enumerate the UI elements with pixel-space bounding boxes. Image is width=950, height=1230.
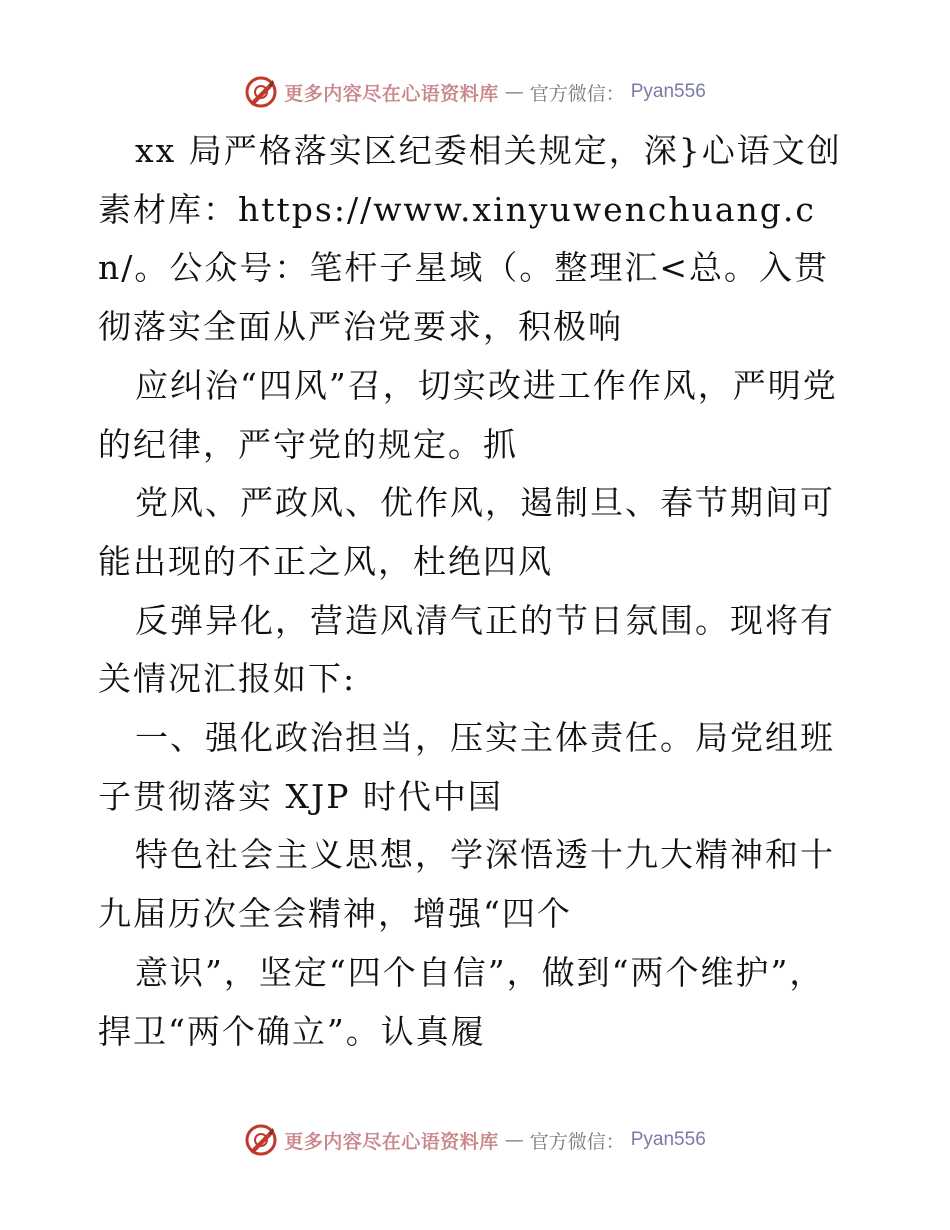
footer-watermark xyxy=(0,1120,950,1160)
paragraph: 意识”，坚定“四个自信”，做到“两个维护”，捍卫“两个确立”。认真履 xyxy=(98,952,825,1051)
brand-logo-icon xyxy=(244,75,278,109)
paragraph: 党风、严政风、优作风，遏制旦、春节期间可能出现的不正之风，杜绝四风 xyxy=(98,483,835,581)
watermark-brand-text: 更多内容尽在心语资料库 xyxy=(284,1130,499,1153)
document-body xyxy=(98,122,858,1061)
watermark-brand-text: 更多内容尽在心语资料库 xyxy=(284,82,499,105)
paragraph: 应纠治“四风”召，切实改进工作作风，严明党的纪律，严守党的规定。抓 xyxy=(98,365,838,464)
header-watermark xyxy=(0,72,950,112)
watermark-label: 官方微信： xyxy=(529,82,625,105)
brand-logo-icon xyxy=(244,1123,278,1157)
watermark-dash: — xyxy=(504,81,524,103)
paragraph: 一、强化政治担当，压实主体责任。局党组班子贯彻落实 XJP 时代中国 xyxy=(98,718,835,816)
watermark-account: Pyan556 xyxy=(630,1129,706,1150)
watermark-label: 官方微信： xyxy=(529,1130,625,1153)
paragraph: xx 局严格落实区纪委相关规定，深}心语文创素材库：https://www.xinyuwenchuang.cn/。公众号：笔杆子星域（。整理汇<总。入贯彻落实全面从严治党要求，积极响 xyxy=(98,131,842,347)
watermark-account: Pyan556 xyxy=(630,81,706,102)
paragraph: 特色社会主义思想，学深悟透十九大精神和十九届历次全会精神，增强“四个 xyxy=(98,835,835,934)
paragraph: 反弹异化，营造风清气正的节日氛围。现将有关情况汇报如下: xyxy=(98,600,835,699)
watermark-dash: — xyxy=(504,1129,524,1151)
